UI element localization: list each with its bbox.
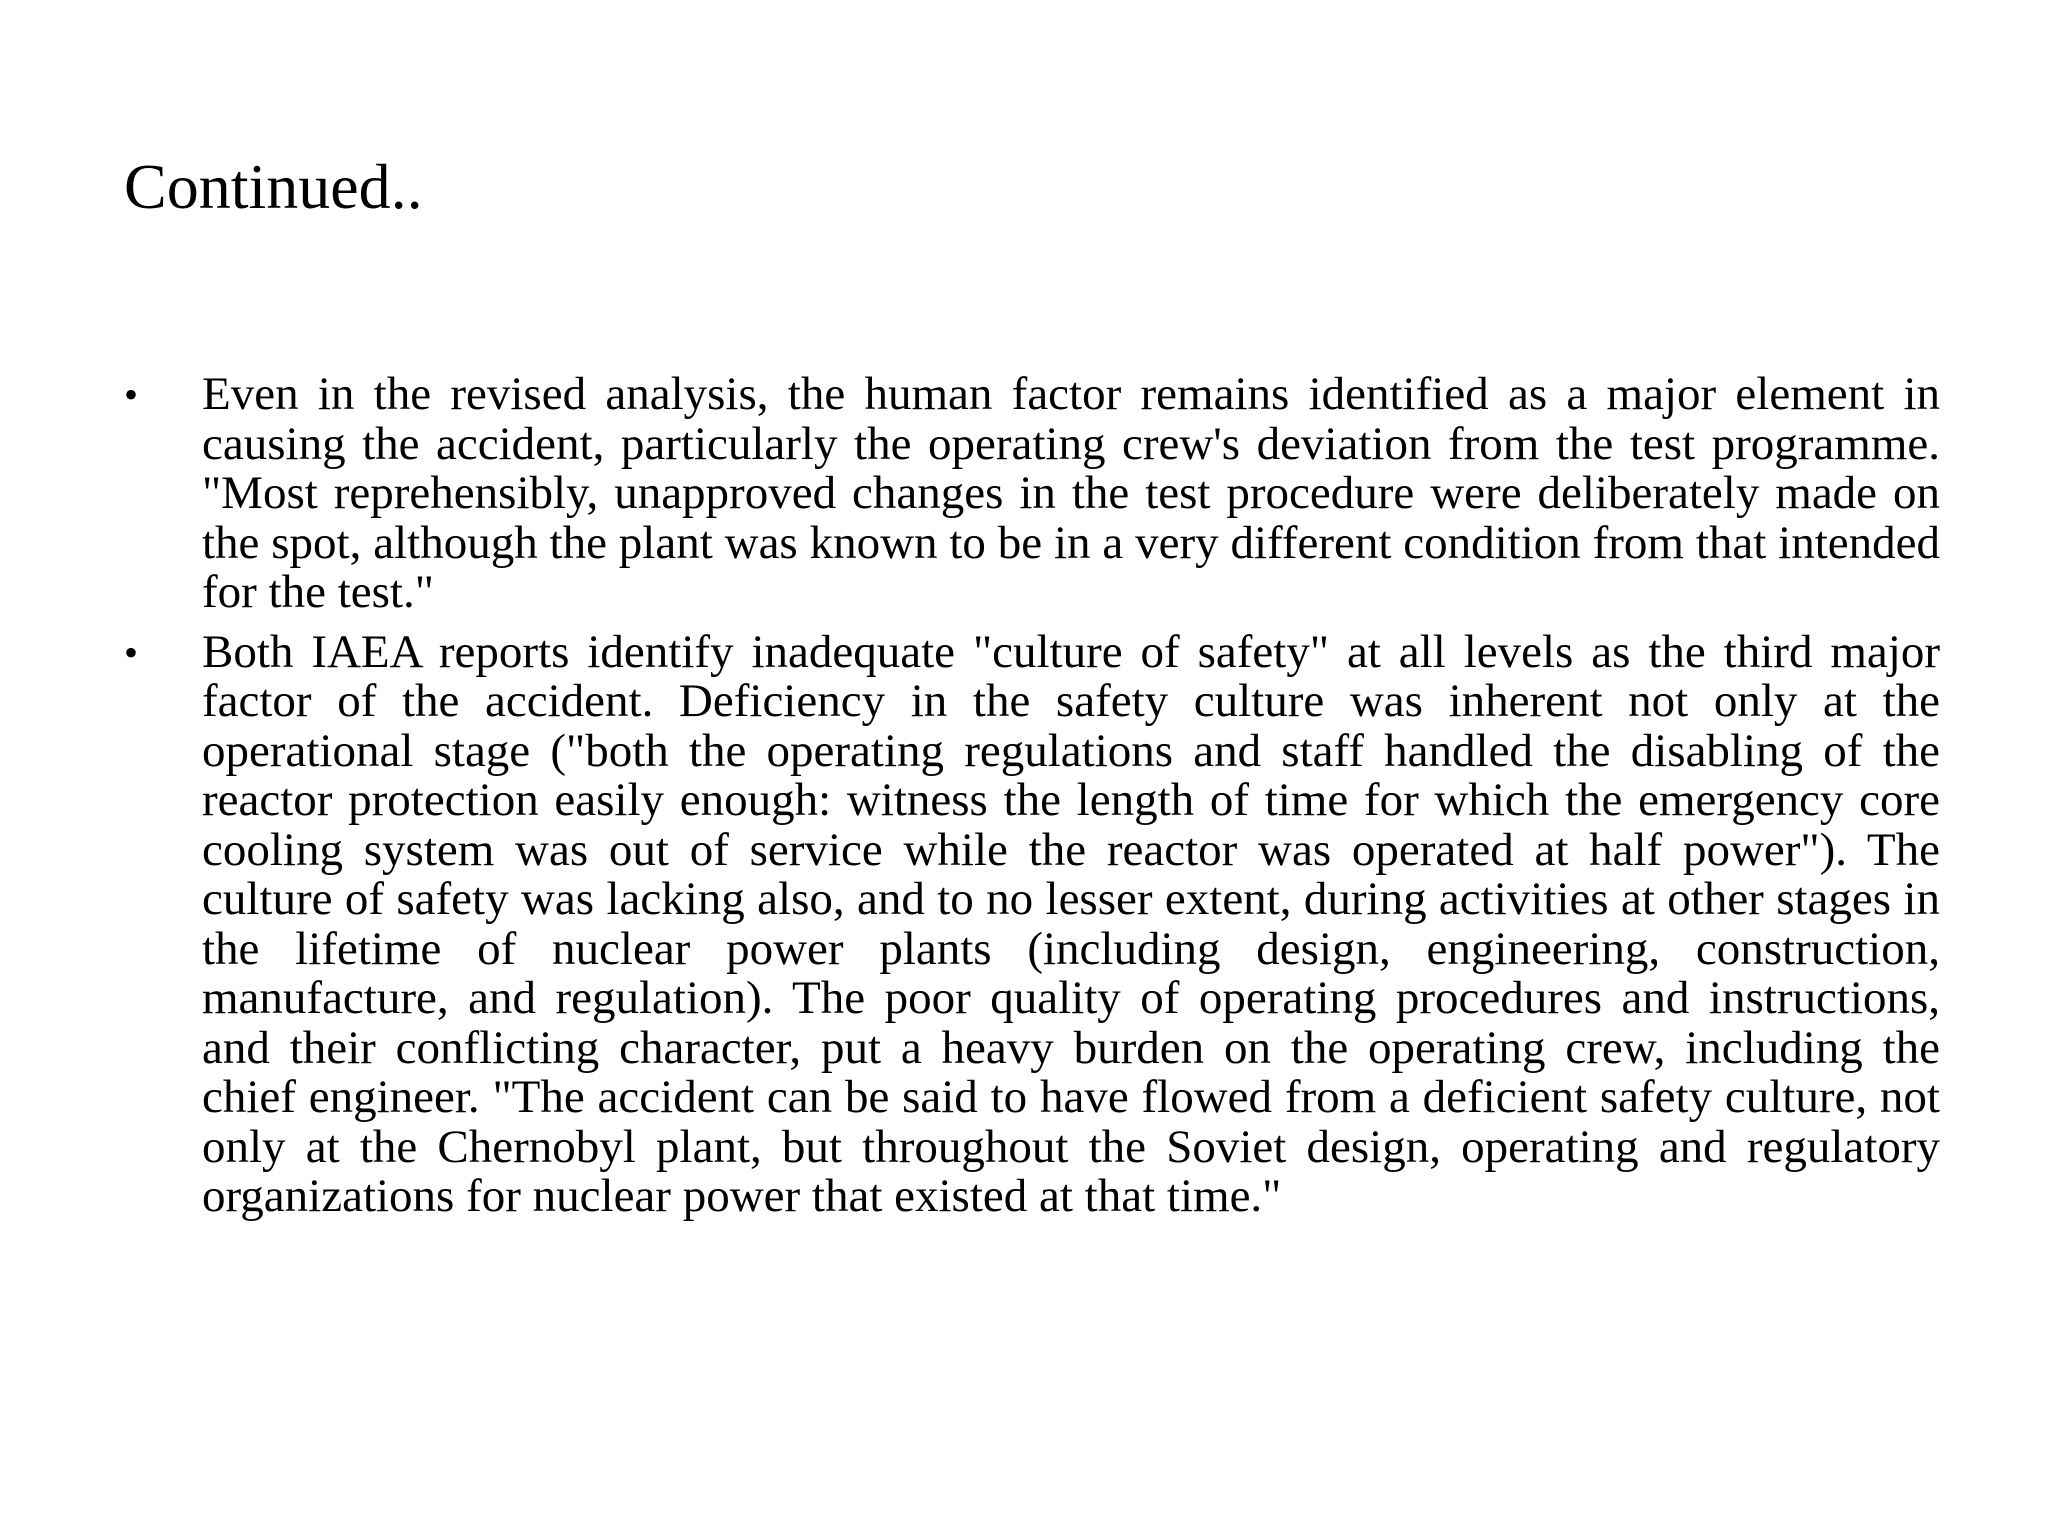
bullet-item-safety-culture <box>124 625 1940 1222</box>
bullet-marker: • <box>124 372 139 417</box>
slide-title: Continued.. <box>124 151 423 222</box>
bullet-item-human-factor <box>124 370 1940 618</box>
bullet-list <box>124 370 1940 1232</box>
bullet-text-human-factor: Even in the revised analysis, the human factor remains identified as a major element in causing the accident, particularly the operating crew's deviation from the test programme. "Most reprehensibly, unapproved changes in the test procedure were deliberately made on the spot, although the plant was known to be in a very different condition from that intended for the test." <box>202 368 1940 618</box>
bullet-text-safety-culture: Both IAEA reports identify inadequate "culture of safety" at all levels as the third major factor of the accident. Deficiency in the safety culture was inherent not only at the operational stage ("both the operating regulations and staff handled the disabling of the reactor protection easily enough: witness the length of time for which the emergency core cooling system was out of service while the reactor was operated at half power"). The culture of safety was lacking also, and to no lesser extent, during activities at other stages in the lifetime of nuclear power plants (including design, engineering, construction, manufacture, and regulation). The poor quality of operating procedures and instructions, and their conflicting character, put a heavy burden on the operating crew, including the chief engineer. "The accident can be said to have flowed from a deficient safety culture, not only at the Chernobyl plant, but throughout the Soviet design, operating and regulatory organizations for nuclear power that existed at that time." <box>202 625 1940 1222</box>
bullet-marker: • <box>124 629 139 675</box>
